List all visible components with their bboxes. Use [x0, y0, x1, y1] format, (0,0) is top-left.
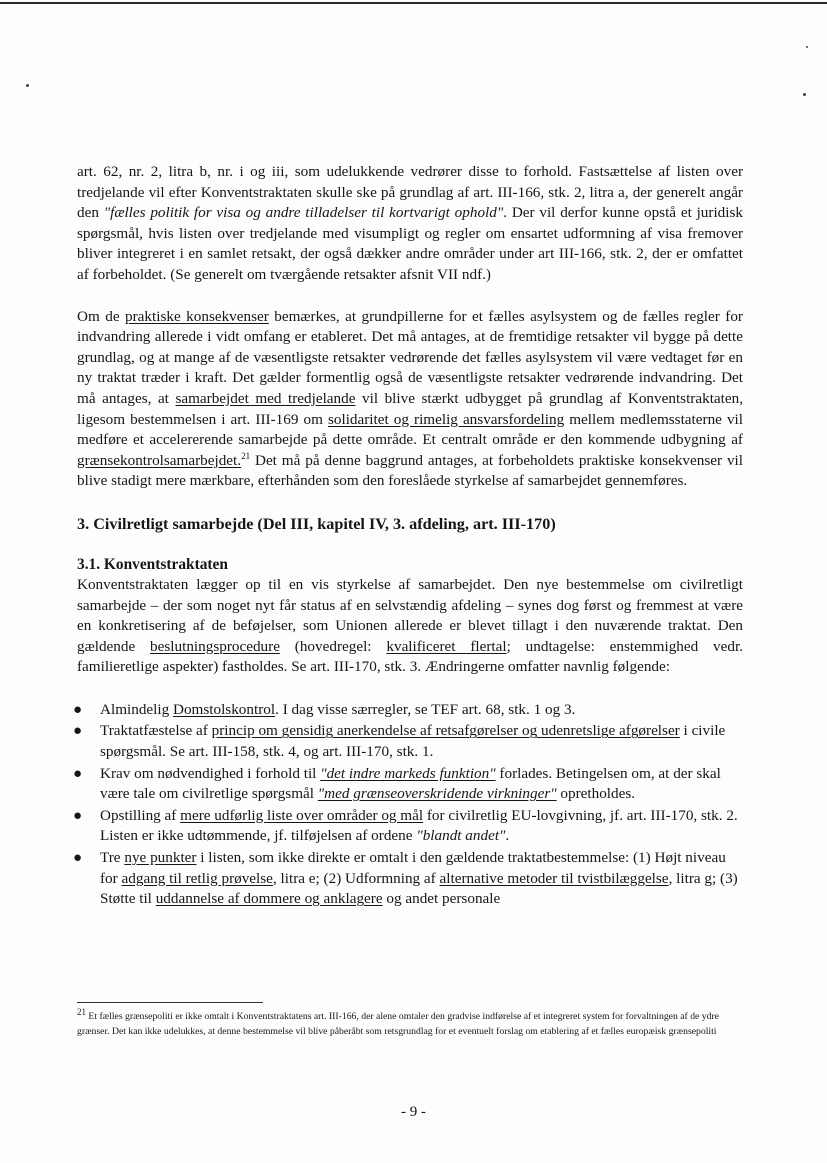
- underlined-term: Domstolskontrol: [172, 700, 276, 718]
- paragraph-practical-consequences: [77, 307, 743, 492]
- list-item: [73, 721, 743, 762]
- scan-speck: [806, 46, 808, 48]
- text: i listen, som ikke direkte er omtalt i den gældende traktatbestemmelse: (1) Højt niveau for: [100, 849, 726, 887]
- text: Om de: [77, 307, 126, 325]
- text: Traktatfæstelse af: [100, 722, 212, 740]
- text: (hovedregel:: [279, 637, 387, 655]
- underlined-term: grænsekontrolsamarbejdet.: [77, 451, 242, 469]
- bullet-icon: ●: [73, 850, 83, 867]
- underlined-quote: "med grænseoverskridende virkninger": [317, 785, 557, 803]
- paragraph-convention-treaty: [77, 575, 743, 678]
- section-heading: 3. Civilretligt samarbejde (Del III, kapitel IV, 3. afdeling, art. III-170): [77, 514, 556, 533]
- underlined-term: princip om gensidig anerkendelse af retsafgørelser og udenretslige afgørelser: [211, 722, 680, 740]
- text: art. 62, nr. 2, litra b, nr. i og iii, som udelukkende vedrører disse to forhold. Fastsættelse af listen over tredjelande vil efter Konventstraktaten skulle ske på grundlag af art. III-166, stk. 2, litra a, der generelt angår den: [77, 163, 743, 222]
- bullet-icon: ●: [73, 765, 83, 782]
- underlined-term: alternative metoder til tvistbilæggelse: [439, 869, 669, 887]
- text: Almindelig: [100, 700, 173, 718]
- underlined-term: kvalificeret flertal: [386, 637, 507, 655]
- list-item: [73, 848, 743, 910]
- text: og andet personale: [382, 890, 501, 908]
- text: ; undtagelse: enstemmighed vedr. familieretlige aspekter) fastholdes. Se art. III-170, stk. 3. Ændringerne omfatter navnlig følgende:: [77, 637, 744, 676]
- bullet-icon: ●: [73, 723, 83, 740]
- text: , litra g; (3) Støtte til: [100, 869, 738, 908]
- underlined-term: beslutningsprocedure: [150, 637, 280, 655]
- footnote-text: Et fælles grænsepoliti er ikke omtalt i Konventstraktatens art. III-166, der alene omtaler den gradvise indførelse af et integreret system for forvaltningen af de ydre grænser. Det kan ikke udelukkes, at denne bestemmelse vil blive påberåbt som retsgrundlag for et eventuelt forslag om etablering af et fælles europæisk grænsepoliti: [77, 1011, 719, 1037]
- bullet-icon: ●: [73, 807, 83, 824]
- list-item: [73, 806, 743, 847]
- page-number: - 9 -: [401, 1104, 426, 1120]
- text: opretholdes.: [556, 785, 636, 803]
- text: Konventstraktaten lægger op til en vis styrkelse af samarbejdet. Den nye bestemmelse om civilretligt samarbejde – der som noget nyt får status af en selvstændig afdeling – synes dog først og fremmest at være en konkretisering af de beføjelser, som Unionen allerede er blevet tillagt i den nuværende traktat. Den gældende: [77, 575, 743, 655]
- text: Tre: [100, 849, 125, 867]
- bullet-icon: ●: [73, 701, 83, 718]
- footnote: [77, 1006, 743, 1039]
- footnote-reference: 21: [241, 450, 251, 461]
- quote-italic: "fælles politik for visa og andre tilladelser til kortvarigt ophold": [103, 204, 504, 222]
- text: forlades. Betingelsen om, at der skal være tale om civilretlige spørgsmål: [100, 764, 721, 803]
- scan-speck: [803, 93, 806, 96]
- scan-top-edge: [0, 2, 827, 4]
- quote-italic: "blandt andet": [416, 827, 506, 845]
- text: . Der vil derfor kunne opstå et juridisk spørgsmål, hvis listen over tredjelande med visumpligt og regler om ensartet udformning af visa fremover bliver integreret i en samlet retsakt, der også dækker andre områder under art III-166, stk. 2, der er omfattet af forbeholdet. (Se generelt om tværgående retsakter afsnit VII ndf.): [77, 204, 743, 283]
- underlined-term: solidaritet og rimelig ansvarsfordeling: [327, 410, 565, 428]
- changes-list: [73, 700, 743, 910]
- text: Krav om nødvendighed i forhold til: [100, 764, 321, 782]
- document-body: [73, 162, 744, 911]
- scan-speck: [26, 84, 29, 87]
- text: i civile spørgsmål. Se art. III-158, stk. 4, og art. III-170, stk. 1.: [100, 722, 726, 761]
- text: .: [505, 827, 510, 845]
- underlined-term: nye punkter: [124, 849, 197, 867]
- text: Det må på denne baggrund antages, at forbeholdets praktiske konsekvenser vil blive stadigt mere mærkbare, efterhånden som den foreslåede styrkelse af samarbejdet gennemføres.: [77, 451, 743, 490]
- text: bemærkes, at grundpillerne for et fælles asylsystem og de fælles regler for indvandring allerede i vidt omfang er etableret. Det må antages, at de fremtidige retsakter vil bygge på dette grundlag, og at mange af de væsentligste retsakter vedrørende det fælles asylsystem vil være vedtaget før en ny traktat træder i kraft. Det gælder formentlig også de væsentligste retsakter vedrørende indvandring. Det må antages, at: [77, 307, 743, 407]
- text: for civilretlig EU-lovgivning, jf. art. III-170, stk. 2. Listen er ikke udtømmende, jf. tilføjelsen af ordene: [100, 806, 738, 845]
- underlined-term: uddannelse af dommere og anklagere: [155, 890, 383, 908]
- text: Opstilling af: [100, 806, 181, 824]
- text: mellem medlemsstaterne vil medføre et accelererende samarbejde på dette område. Et centralt område er den kommende udbygning af: [77, 410, 743, 449]
- text: . I dag visse særregler, se TEF art. 68, stk. 1 og 3.: [275, 700, 576, 718]
- text: vil blive stærkt udbygget på grundlag af Konventstraktaten, ligesom bestemmelsen i art. III-169 om: [77, 389, 744, 428]
- text: , litra e; (2) Udformning af: [272, 869, 440, 887]
- footnote-divider: [77, 1002, 263, 1003]
- paragraph-visa: [77, 162, 743, 286]
- list-item: [73, 700, 743, 721]
- subsection-heading: 3.1. Konventstraktaten: [77, 555, 228, 573]
- underlined-quote: "det indre markeds funktion": [320, 764, 496, 782]
- underlined-term: samarbejdet med tredjelande: [175, 389, 356, 407]
- underlined-term: adgang til retlig prøvelse: [121, 869, 273, 887]
- footnote-number: 21: [77, 1006, 86, 1017]
- underlined-term: praktiske konsekvenser: [125, 307, 269, 325]
- underlined-term: mere udførlig liste over områder og mål: [180, 806, 424, 824]
- list-item: [73, 764, 743, 805]
